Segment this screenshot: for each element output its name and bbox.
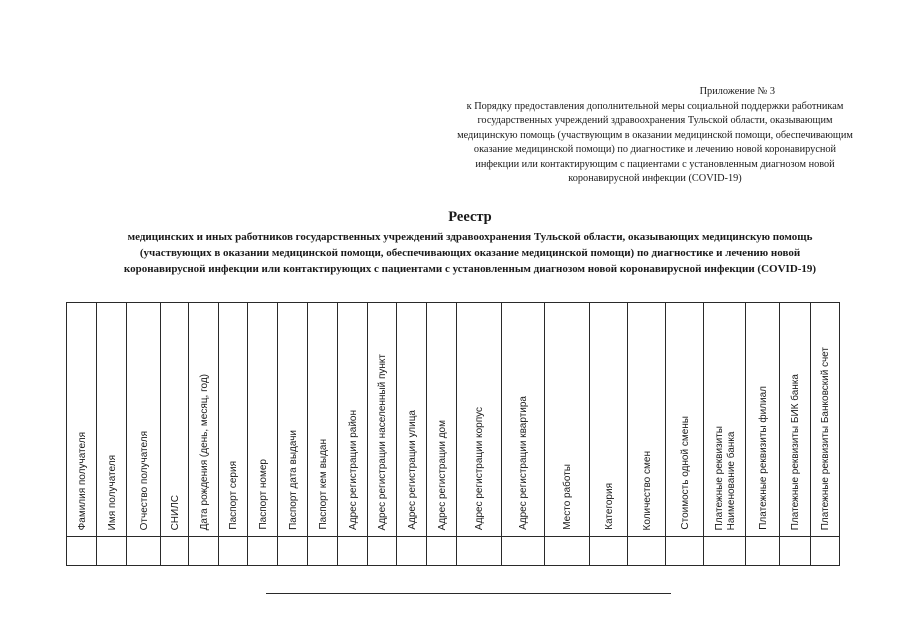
table-cell: [67, 537, 97, 566]
column-header: [746, 303, 780, 537]
table-cell: [308, 537, 338, 566]
column-header-label: Платежные реквизиты Наименование банка: [713, 425, 737, 530]
column-header: [780, 303, 811, 537]
table-cell: [397, 537, 427, 566]
column-header: [590, 303, 628, 537]
column-header: [219, 303, 248, 537]
table-cell: [628, 537, 666, 566]
column-header-label: Платежные реквизиты филиал: [757, 386, 769, 530]
table-cell: [248, 537, 278, 566]
registry-table: [66, 302, 840, 566]
column-header: [67, 303, 97, 537]
column-header-label: Отчество получателя: [138, 430, 150, 530]
column-header-label: Имя получателя: [106, 454, 118, 530]
column-header-label: Паспорт кем выдан: [317, 439, 329, 530]
column-header-label: Место работы: [562, 464, 573, 530]
table-cell: [427, 537, 457, 566]
table-cell: [161, 537, 189, 566]
column-header: [308, 303, 338, 537]
column-header-label: Паспорт номер: [257, 459, 269, 530]
column-header-label: Адрес регистрации улица: [406, 410, 418, 530]
column-header: [97, 303, 127, 537]
table-cell: [189, 537, 219, 566]
column-header: [161, 303, 189, 537]
column-header-label: Стоимость одной смены: [679, 416, 691, 530]
table-cell: [219, 537, 248, 566]
column-header-label: СНИЛС: [169, 494, 181, 530]
column-header-label: Паспорт дата выдачи: [287, 430, 299, 530]
column-header: [666, 303, 704, 537]
table-cell: [502, 537, 545, 566]
column-header-label: Дата рождения (день, месяц, год): [198, 373, 210, 530]
column-header: [338, 303, 368, 537]
column-header: [545, 303, 590, 537]
table-cell: [457, 537, 502, 566]
table-cell: [368, 537, 397, 566]
table-cell: [666, 537, 704, 566]
registry-title: Реестр: [448, 209, 492, 225]
column-header-label: Категория: [603, 483, 615, 530]
column-header: [502, 303, 545, 537]
table-cell: [545, 537, 590, 566]
column-header-label: Платежные реквизиты Банковский счет: [820, 346, 831, 530]
column-header-label: Паспорт серия: [228, 461, 239, 530]
appendix-title: Приложение № 3: [699, 86, 775, 97]
column-header: [427, 303, 457, 537]
registry-subtitle: медицинских и иных работников государственных учреждений здравоохранения Тульской области, оказывающих медицинскую помощь (участвующих в оказании медицинской помощи, обеспечивающих оказание медицинской помощи) по диагностике и лечению новой коронавирусной инфекции или контактирующих с пациентами с установленным диагнозом новой коронавирусной инфекции (COVID-19): [123, 231, 817, 275]
table-cell: [97, 537, 127, 566]
table-cell: [780, 537, 811, 566]
column-header-label: Адрес регистрации район: [347, 410, 359, 530]
table-cell: [704, 537, 746, 566]
column-header: [278, 303, 308, 537]
closing-rule: [266, 593, 671, 594]
column-header: [189, 303, 219, 537]
table-row: [67, 537, 840, 566]
column-header: [704, 303, 746, 537]
column-header-label: Фамилия получателя: [76, 431, 88, 530]
table-cell: [811, 537, 840, 566]
column-header: [397, 303, 427, 537]
header-row: [67, 303, 840, 537]
appendix-text: к Порядку предоставления дополнительной меры социальной поддержки работникам государственных учреждений здравоохранения Тульской области, оказывающим медицинскую помощь (участвующим в оказании медицинской помощи, обеспечивающим оказание медицинской помощи) по диагностике и лечению новой коронавирусной инфекции или контактирующим с пациентами с установленным диагнозом новой коронавирусной инфекции (COVID-19): [457, 100, 853, 184]
column-header: [457, 303, 502, 537]
column-header: [127, 303, 161, 537]
column-header: [248, 303, 278, 537]
column-header-label: Адрес регистрации дом: [436, 419, 448, 530]
column-header-label: Платежные реквизиты БИК банка: [790, 373, 801, 530]
table-cell: [278, 537, 308, 566]
column-header-label: Адрес регистрации корпус: [474, 406, 485, 530]
table-cell: [127, 537, 161, 566]
table-cell: [338, 537, 368, 566]
appendix-block: [455, 85, 855, 187]
column-header-label: Адрес регистрации квартира: [518, 396, 529, 530]
column-header-label: Количество смен: [641, 450, 653, 530]
column-header-label: Адрес регистрации населенный пункт: [377, 353, 388, 530]
table-cell: [590, 537, 628, 566]
column-header: [368, 303, 397, 537]
column-header: [628, 303, 666, 537]
column-header: [811, 303, 840, 537]
table-cell: [746, 537, 780, 566]
